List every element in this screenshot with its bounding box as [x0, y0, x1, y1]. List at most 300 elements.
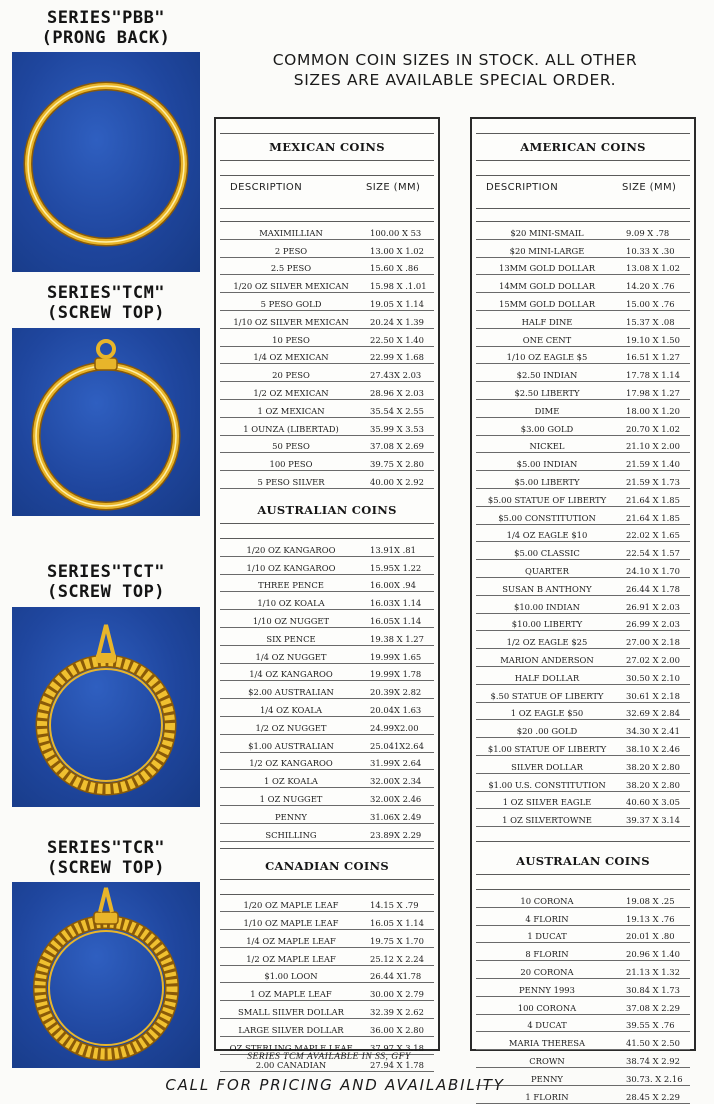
coin-size: 26.99 X 2.03 [626, 619, 680, 630]
coin-description: MAXIMILLIAN [259, 227, 323, 238]
series-name: SERIES"PBB" [46, 8, 166, 28]
table-row [476, 943, 690, 961]
table-row [476, 382, 690, 400]
size-header: SIZE (MM) [622, 182, 677, 193]
coin-size: 21.64 X 1.85 [626, 494, 680, 505]
table-row [220, 966, 434, 984]
coin-description: 1/20 OZ KANGAROO [246, 544, 336, 555]
coin-size: 39.75 X 2.80 [370, 459, 424, 470]
coin-size: 19.99X 1.65 [370, 651, 422, 662]
table-row [476, 453, 690, 471]
table-row [476, 436, 690, 454]
coin-size: 13.08 X 1.02 [626, 263, 680, 274]
table-row [220, 347, 434, 365]
table-row [220, 788, 434, 806]
coin-size: 38.20 X 2.80 [626, 779, 680, 790]
coin-description: LARGE SILVER DOLLAR [238, 1024, 344, 1035]
call-for-pricing: CALL FOR PRICING AND AVAILABILITY [165, 1076, 505, 1094]
coin-size: 19.10 X 1.50 [626, 334, 680, 345]
rope-screw-top-bezel-image [12, 882, 200, 1068]
coin-description: 100 PESO [269, 459, 313, 470]
coin-size: 34.30 X 2.41 [626, 726, 680, 737]
coin-size: 20.04X 1.63 [370, 704, 422, 715]
table-row [220, 592, 434, 610]
table-row [220, 824, 434, 842]
coin-size: 28.96 X 2.03 [370, 387, 424, 398]
coin-description: QUARTER [525, 565, 569, 576]
coin-size: 20.96 X 1.40 [626, 949, 680, 960]
coin-description: $10.00 LIBERTY [511, 619, 583, 630]
coin-size: 37.97 X 3.18 [370, 1042, 424, 1053]
coin-description: MARIA THERESA [508, 1038, 586, 1049]
table-row [476, 997, 690, 1015]
coin-size: 15.37 X .08 [626, 316, 675, 327]
coin-description: SCHILLING [265, 829, 317, 840]
coin-size: 32.39 X 2.62 [370, 1007, 424, 1018]
table-row [476, 649, 690, 667]
coin-description: $1.00 AUSTRALIAN [248, 740, 334, 751]
australian-coins-title: AUSTRALIAN COINS [257, 502, 397, 517]
coin-description: PENNY 1993 [519, 984, 575, 995]
table-row [476, 400, 690, 418]
coin-size: 23.89X 2.29 [370, 829, 422, 840]
coin-size: 21.59 X 1.40 [626, 459, 680, 470]
table-row [220, 735, 434, 753]
series-type: (PRONG BACK) [41, 28, 171, 48]
table-row [220, 275, 434, 293]
canadian-rows [216, 895, 438, 1073]
table-row [476, 756, 690, 774]
table-row [476, 738, 690, 756]
coin-size: 21.59 X 1.73 [626, 476, 680, 487]
coin-size: 16.05X 1.14 [370, 615, 422, 626]
coin-size: 19.08 X .25 [626, 895, 675, 906]
coin-size: 13.00 X 1.02 [370, 245, 424, 256]
coin-size: 31.06X 2.49 [370, 811, 422, 822]
table-row [220, 1001, 434, 1019]
coin-size: 15.60 X .86 [370, 263, 419, 274]
coin-size: 40.00 X 2.92 [370, 476, 424, 487]
coin-description: CROWN [529, 1056, 565, 1067]
table-row [476, 507, 690, 525]
coin-size: 39.55 X .76 [626, 1020, 675, 1031]
coin-size: 19.38 X 1.27 [370, 633, 424, 644]
table-row [476, 961, 690, 979]
coin-description: $1.00 LOON [264, 971, 318, 982]
table-row [220, 436, 434, 454]
table-row [220, 557, 434, 575]
coin-size: 22.54 X 1.57 [626, 548, 680, 559]
coin-size: 30.73. X 2.16 [626, 1073, 683, 1084]
tcm-availability-note: SERIES TCM AVAILABLE IN SS, GFY [247, 1052, 411, 1062]
table-row [220, 770, 434, 788]
table-row [220, 382, 434, 400]
series-tcr-label [0, 838, 212, 878]
table-row [476, 471, 690, 489]
coin-size: 21.64 X 1.85 [626, 512, 680, 523]
table-row [476, 560, 690, 578]
coin-size: 22.50 X 1.40 [370, 334, 424, 345]
coin-size: 20.70 X 1.02 [626, 423, 680, 434]
coin-size: 40.60 X 3.05 [626, 797, 680, 808]
american-coins-title: AMERICAN COINS [520, 140, 646, 154]
coin-size: 20.39X 2.82 [370, 687, 422, 698]
coin-size: 16.03X 1.14 [370, 598, 422, 609]
coin-size: 30.00 X 2.79 [370, 989, 424, 1000]
coin-description: $2.50 INDIAN [516, 370, 578, 381]
coin-description: 50 PESO [272, 441, 310, 452]
coin-description: 1 FLORIN [525, 1091, 569, 1102]
coin-description: 4 FLORIN [525, 913, 569, 924]
coin-description: 1/10 OZ EAGLE $5 [506, 352, 588, 363]
coin-size: 22.99 X 1.68 [370, 352, 424, 363]
table-row [476, 222, 690, 240]
table-row [220, 539, 434, 557]
mexican-rows [216, 222, 438, 489]
table-row [476, 890, 690, 908]
coin-description: 1/4 OZ KOALA [259, 704, 323, 715]
table-row [220, 471, 434, 489]
description-header: DESCRIPTION [230, 182, 303, 193]
table-row [220, 912, 434, 930]
coin-description: 20 CORONA [520, 967, 574, 978]
table-row [220, 895, 434, 913]
coin-size: 27.02 X 2.00 [626, 654, 680, 665]
coin-description: 1 OZ NUGGET [259, 793, 323, 804]
coin-size: 21.13 X 1.32 [626, 967, 680, 978]
coin-description: 15MM GOLD DOLLAR [498, 298, 596, 309]
coin-description: 2.5 PESO [270, 263, 312, 274]
coin-description: 1/2 OZ MAPLE LEAF [246, 953, 336, 964]
coin-size: 21.10 X 2.00 [626, 441, 680, 452]
table-row [476, 979, 690, 997]
coin-description: $3.00 GOLD [520, 423, 574, 434]
coin-description: $5.00 STATUE OF LIBERTY [487, 494, 607, 505]
table-row [220, 717, 434, 735]
table-row [220, 806, 434, 824]
table-row [476, 525, 690, 543]
series-type: (SCREW TOP) [46, 303, 166, 323]
table-row [220, 1019, 434, 1037]
canadian-coins-title: CANADIAN COINS [265, 858, 389, 873]
table-row [220, 699, 434, 717]
coin-size: 27.00 X 2.18 [626, 637, 680, 648]
coin-description: OZ STERLING MAPLE LEAF [229, 1042, 353, 1053]
coin-description: DIME [534, 405, 560, 416]
coin-description: 1/4 OZ MEXICAN [253, 352, 329, 363]
mexican-coins-title: MEXICAN COINS [269, 140, 385, 154]
series-name: SERIES"TCT" [46, 562, 166, 582]
coin-description: 2.00 CANADIAN [255, 1060, 327, 1071]
coin-size: 28.45 X 2.29 [626, 1091, 680, 1102]
table-row [476, 293, 690, 311]
coin-size: 27.43X 2.03 [370, 370, 422, 381]
coin-description: 1/2 OZ KANGAROO [249, 758, 333, 769]
coin-size: 35.54 X 2.55 [370, 405, 424, 416]
coin-description: 1 OUNZA (LIBERTAD) [243, 423, 339, 434]
table-row [476, 1050, 690, 1068]
coin-size: 35.99 X 3.53 [370, 423, 424, 434]
coin-size: 38.20 X 2.80 [626, 761, 680, 772]
table-row [220, 983, 434, 1001]
stock-notice [222, 50, 688, 90]
coin-description: $1.00 STATUE OF LIBERTY [487, 743, 607, 754]
coin-description: ONE CENT [522, 334, 572, 345]
coin-size: 9.09 X .78 [626, 227, 670, 238]
coin-size: 32.00X 2.46 [370, 793, 422, 804]
coin-description: 5 PESO GOLD [260, 298, 322, 309]
coin-description: SUSAN B ANTHONY [502, 583, 592, 594]
series-tcm-label [0, 283, 212, 323]
coin-size: 38.10 X 2.46 [626, 743, 680, 754]
coin-description: $5.00 LIBERTY [514, 476, 580, 487]
size-header: SIZE (MM) [366, 182, 421, 193]
description-header: DESCRIPTION [486, 182, 559, 193]
coin-description: PENNY [275, 811, 307, 822]
table-row [476, 347, 690, 365]
coin-size: 20.01 X .80 [626, 931, 675, 942]
column-header [216, 176, 438, 204]
table-row [220, 930, 434, 948]
coin-description: 20 PESO [272, 370, 310, 381]
notice-line-1: COMMON COIN SIZES IN STOCK. ALL OTHER [272, 51, 638, 69]
table-row [476, 329, 690, 347]
table-row [220, 364, 434, 382]
coin-size: 19.13 X .76 [626, 913, 675, 924]
coin-size: 22.02 X 1.65 [626, 530, 680, 541]
screw-top-bezel-image [12, 328, 200, 516]
coin-description: $.50 STATUE OF LIBERTY [490, 690, 604, 701]
table-row [476, 418, 690, 436]
coin-description: $20 MINI-LARGE [509, 245, 585, 256]
coin-size: 30.61 X 2.18 [626, 690, 680, 701]
coin-size: 32.69 X 2.84 [626, 708, 680, 719]
coin-description: 1/10 OZ KANGAROO [246, 562, 336, 573]
coin-description: 1/10 OZ MAPLE LEAF [243, 918, 339, 929]
coin-size: 13.91X .81 [370, 544, 416, 555]
coin-size: 10.33 X .30 [626, 245, 675, 256]
coin-description: 1 OZ KOALA [264, 776, 318, 787]
coin-size: 25.12 X 2.24 [370, 953, 424, 964]
coin-description: 1/4 OZ KANGAROO [249, 669, 333, 680]
table-row [220, 753, 434, 771]
coin-size: 15.98 X .1.01 [370, 281, 427, 292]
table-row [220, 311, 434, 329]
coin-size: 24.99X2.00 [370, 722, 419, 733]
table-row [220, 329, 434, 347]
table-row [476, 275, 690, 293]
series-type: (SCREW TOP) [46, 582, 166, 602]
table-row [476, 364, 690, 382]
coin-description: 1/4 OZ MAPLE LEAF [246, 935, 336, 946]
table-row [220, 400, 434, 418]
table-row [476, 908, 690, 926]
coin-size: 26.91 X 2.03 [626, 601, 680, 612]
coin-description: HALF DOLLAR [514, 672, 580, 683]
coin-description: $5.00 CLASSIC [514, 548, 580, 559]
coin-description: 14MM GOLD DOLLAR [498, 281, 596, 292]
coin-description: 1/4 OZ EAGLE $10 [506, 530, 588, 541]
table-row [476, 667, 690, 685]
tct-bezel-photo [12, 607, 200, 807]
series-name: SERIES"TCR" [46, 838, 166, 858]
coin-description: 1/10 OZ NUGGET [252, 615, 330, 626]
table-row [220, 258, 434, 276]
coin-size: 17.78 X 1.14 [626, 370, 680, 381]
coin-size: 27.94 X 1.78 [370, 1060, 424, 1071]
coin-description: 4 DUCAT [527, 1020, 567, 1031]
coin-description: 1 OZ MEXICAN [257, 405, 325, 416]
table-row [220, 628, 434, 646]
coin-description: 1/20 OZ SILVER MEXICAN [233, 281, 349, 292]
coin-size: 41.50 X 2.50 [626, 1038, 680, 1049]
coin-size: 15.95X 1.22 [370, 562, 422, 573]
coin-description: PENNY [531, 1073, 563, 1084]
coin-description: 8 FLORIN [525, 949, 569, 960]
table-row [220, 222, 434, 240]
table-row [476, 720, 690, 738]
coin-size: 100.00 X 53 [370, 227, 422, 238]
coin-description: 13MM GOLD DOLLAR [498, 263, 596, 274]
right-size-table [470, 117, 696, 1102]
table-row [476, 596, 690, 614]
coin-description: 2 PESO [274, 245, 308, 256]
coin-description: SIX PENCE [266, 633, 316, 644]
coin-size: 19.05 X 1.14 [370, 298, 424, 309]
coin-description: HALF DINE [521, 316, 573, 327]
table-row [220, 948, 434, 966]
coin-size: 16.00X .94 [370, 580, 416, 591]
table-row [476, 311, 690, 329]
table-row [220, 453, 434, 471]
coin-size: 25.041X2.64 [370, 740, 424, 751]
table-row [476, 631, 690, 649]
american-rows [472, 222, 694, 827]
coin-size: 26.44 X1.78 [370, 971, 422, 982]
coin-description: 1/20 OZ MAPLE LEAF [243, 900, 339, 911]
coin-size: 36.00 X 2.80 [370, 1024, 424, 1035]
coin-description: $2.00 AUSTRALIAN [248, 687, 334, 698]
coin-description: 10 PESO [272, 334, 310, 345]
coin-description: 1/2 OZ EAGLE $25 [506, 637, 588, 648]
coin-description: 1/2 OZ MEXICAN [253, 387, 329, 398]
coin-description: $5.00 INDIAN [516, 459, 578, 470]
table-row [220, 418, 434, 436]
coin-size: 30.50 X 2.10 [626, 672, 680, 683]
coin-size: 39.37 X 3.14 [626, 815, 680, 826]
coin-description: 1 OZ SILVERTOWNE [502, 815, 592, 826]
coin-description: $20 MINI-SMAIL [510, 227, 584, 238]
table-row [476, 774, 690, 792]
coin-description: $20 .00 GOLD [516, 726, 578, 737]
coin-size: 26.44 X 1.78 [626, 583, 680, 594]
coin-size: 19.99X 1.78 [370, 669, 422, 680]
table-row [220, 646, 434, 664]
table-row [476, 792, 690, 810]
coin-description: 1 OZ EAGLE $50 [510, 708, 584, 719]
coin-size: 16.05 X 1.14 [370, 918, 424, 929]
notice-line-2: SIZES ARE AVAILABLE SPECIAL ORDER. [293, 71, 617, 89]
pbb-bezel-photo [12, 52, 200, 272]
table-row [476, 489, 690, 507]
table-row [476, 1015, 690, 1033]
table-row [220, 293, 434, 311]
coin-size: 17.98 X 1.27 [626, 387, 680, 398]
coin-description: 1 OZ MAPLE LEAF [250, 989, 332, 1000]
coin-description: 10 CORONA [520, 895, 574, 906]
table-row [476, 809, 690, 827]
table-row [476, 1032, 690, 1050]
coin-description: $1.00 U.S. CONSTITUTION [488, 779, 606, 790]
table-row [476, 685, 690, 703]
table-row [220, 681, 434, 699]
coin-size: 30.84 X 1.73 [626, 984, 680, 995]
prong-back-bezel-image [12, 52, 200, 272]
coin-size: 31.99X 2.64 [370, 758, 422, 769]
coin-description: SILVER DOLLAR [511, 761, 583, 772]
table-row [476, 703, 690, 721]
coin-description: THREE PENCE [258, 580, 324, 591]
coin-size: 20.24 X 1.39 [370, 316, 424, 327]
coin-size: 24.10 X 1.70 [626, 565, 680, 576]
coin-size: 38.74 X 2.92 [626, 1056, 680, 1067]
australian-rows [216, 539, 438, 842]
table-row [476, 542, 690, 560]
coin-description: $5.00 CONSTITUTION [498, 512, 596, 523]
series-pbb-label [0, 8, 212, 48]
table-row [476, 578, 690, 596]
coin-description: SMALL SILVER DOLLAR [238, 1007, 344, 1018]
coin-size: 37.08 X 2.69 [370, 441, 424, 452]
table-row [220, 575, 434, 593]
coin-size: 19.75 X 1.70 [370, 935, 424, 946]
australan-rows [472, 890, 694, 1104]
coin-description: 100 CORONA [517, 1002, 577, 1013]
twisted-rope-bezel-image [12, 607, 200, 807]
column-header [472, 176, 694, 204]
coin-description: 1 DUCAT [527, 931, 567, 942]
series-name: SERIES"TCM" [46, 283, 166, 303]
coin-description: 1/2 OZ NUGGET [255, 722, 327, 733]
table-row [476, 258, 690, 276]
table-row [220, 610, 434, 628]
table-row [220, 240, 434, 258]
coin-description: 1/10 OZ KOALA [257, 598, 325, 609]
table-row [476, 240, 690, 258]
coin-description: 1 OZ SILVER EAGLE [502, 797, 592, 808]
table-row [476, 614, 690, 632]
coin-size: 15.00 X .76 [626, 298, 675, 309]
coin-size: 14.20 X .76 [626, 281, 675, 292]
coin-description: 5 PESO SILVER [257, 476, 325, 487]
coin-description: 1/4 OZ NUGGET [255, 651, 327, 662]
tcm-bezel-photo [12, 328, 200, 516]
tcr-bezel-photo [12, 882, 200, 1068]
coin-size: 16.51 X 1.27 [626, 352, 680, 363]
australan-coins-title: AUSTRALAN COINS [516, 854, 650, 869]
coin-size: 18.00 X 1.20 [626, 405, 680, 416]
coin-description: NICKEL [529, 441, 565, 452]
coin-description: MARION ANDERSON [500, 654, 594, 665]
coin-description: $2.50 LIBERTY [514, 387, 580, 398]
series-type: (SCREW TOP) [46, 858, 166, 878]
coin-description: $10.00 INDIAN [513, 601, 580, 612]
coin-description: 1/10 OZ SILVER MEXICAN [233, 316, 349, 327]
coin-size: 37.08 X 2.29 [626, 1002, 680, 1013]
series-tct-label [0, 562, 212, 602]
table-row [476, 926, 690, 944]
coin-size: 32.00X 2.34 [370, 776, 422, 787]
